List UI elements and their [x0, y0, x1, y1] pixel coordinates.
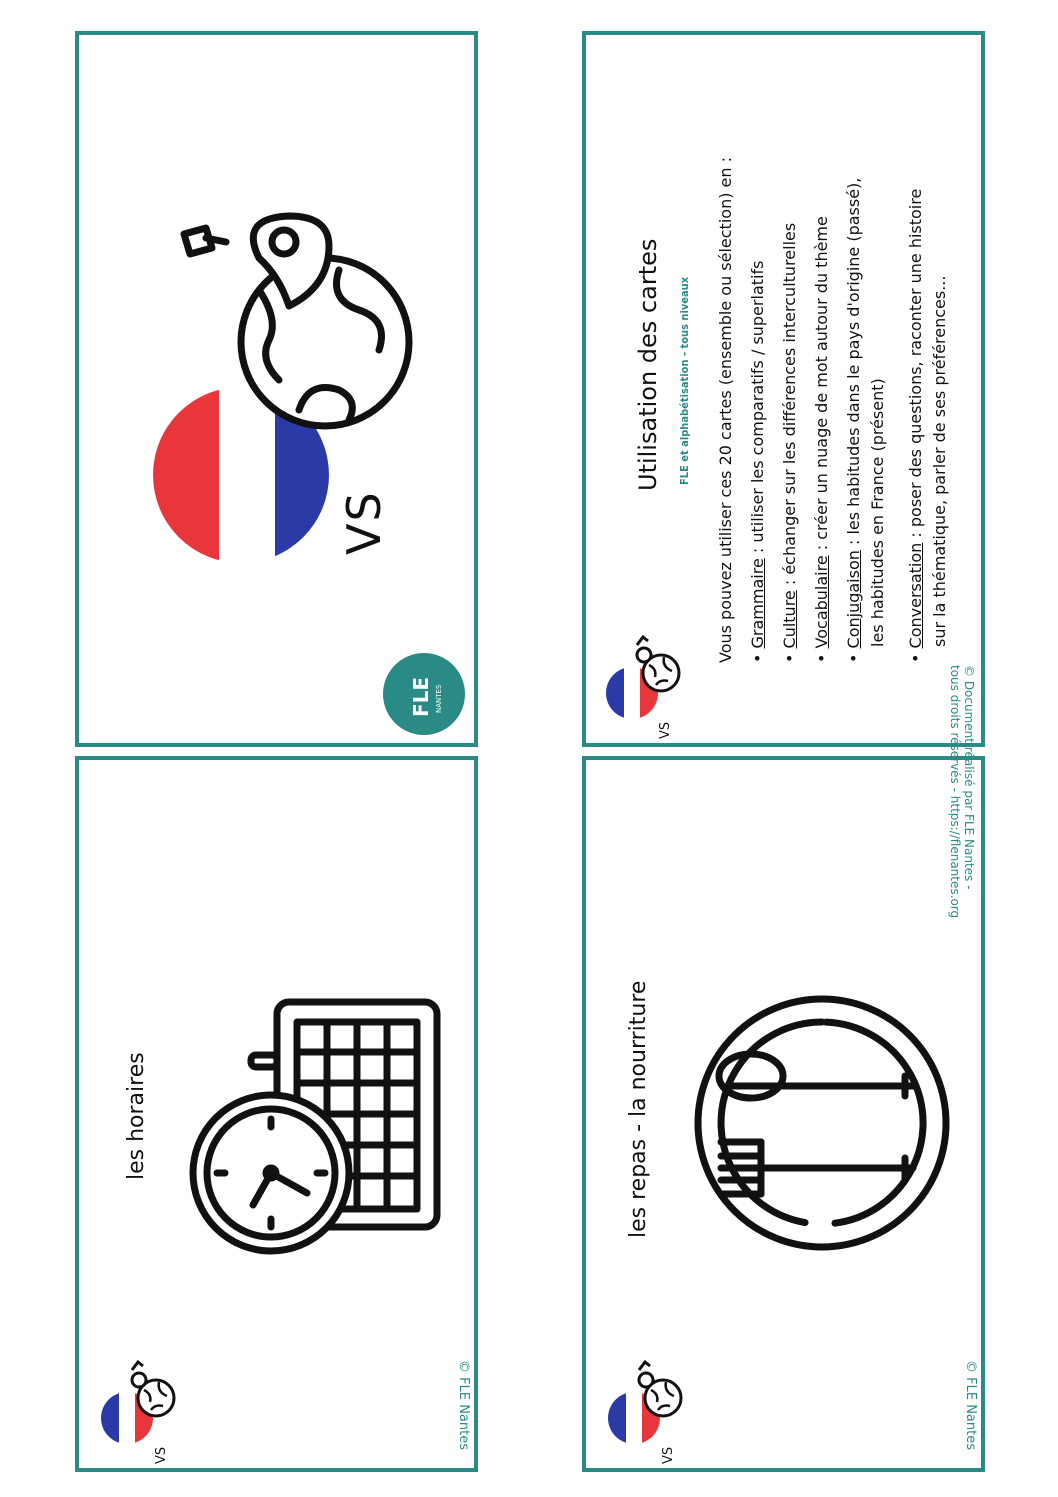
bullet-term: Conversation	[906, 542, 925, 649]
bullet-term: Conjugaison	[844, 550, 863, 649]
usage-bullet-conversation: • Conversation : poser des questions, raconter une histoire	[906, 188, 925, 663]
usage-bullet-culture: • Culture : échanger sur les différences interculturelles	[780, 222, 799, 663]
usage-bullet-conjugaison: • Conjugaison : les habitudes dans le pays d'origine (passé),	[844, 177, 863, 663]
fle-nantes-badge	[383, 653, 465, 735]
usage-continuation-conjugaison: les habitudes en France (présent)	[868, 378, 887, 647]
fle-logo-icon	[99, 1350, 179, 1462]
usage-bullet-grammaire: • Grammaire : utiliser les comparatifs / superlatifs	[748, 260, 767, 663]
usage-bullet-vocabulaire: • Vocabulaire : créer un nuage de mot autour du thème	[812, 216, 831, 663]
card-footer: © FLE Nantes	[963, 1360, 978, 1450]
usage-subtitle: FLE et alphabétisation - tous niveaux	[678, 276, 691, 485]
bullet-text: : créer un nuage de mot autour du thème	[812, 216, 831, 556]
card-label: les horaires	[124, 1052, 149, 1180]
fle-logo-icon	[604, 625, 684, 737]
bullet-text: : les habitudes dans le pays d'origine (passé),	[844, 177, 863, 551]
badge-fle-text: FLE	[409, 676, 433, 717]
card-footer-line2: tous droits réservés - https://flenantes.org	[948, 665, 962, 919]
usage-continuation-conversation: sur la thématique, parler de ses préférences...	[930, 275, 949, 647]
logo-vs-text: VS	[154, 1446, 169, 1464]
card-usage	[582, 31, 985, 919]
logo-vs-text: VS	[658, 721, 673, 739]
badge-nantes-text: NANTES	[435, 684, 443, 713]
bullet-term: Vocabulaire	[812, 555, 831, 649]
logo-vs-text: VS	[661, 1446, 676, 1464]
fle-logo-icon	[606, 1350, 686, 1462]
schedule-clock-icon	[189, 995, 449, 1265]
plate-cutlery-icon	[691, 992, 953, 1254]
bullet-text: : utiliser les comparatifs / superlatifs	[748, 260, 767, 559]
card-repas	[582, 756, 985, 1472]
usage-intro: Vous pouvez utiliser ces 20 cartes (ensemble ou sélection) en :	[716, 157, 735, 663]
card-footer: © FLE Nantes	[456, 1360, 471, 1450]
vs-text: VS	[337, 490, 391, 555]
bullet-text: : poser des questions, raconter une histoire	[906, 188, 925, 543]
bullet-text: : échanger sur les différences interculturelles	[780, 222, 799, 591]
usage-title: Utilisation des cartes	[634, 238, 662, 491]
card-footer-line1: © Document réalisé par FLE Nantes -	[962, 665, 976, 890]
card-horaires	[75, 756, 478, 1472]
card-label: les repas - la nourriture	[626, 980, 651, 1238]
bullet-term: Culture	[780, 590, 799, 649]
globe-pin-icon	[139, 210, 439, 460]
bullet-term: Grammaire	[748, 558, 767, 649]
card-cover	[75, 31, 478, 747]
